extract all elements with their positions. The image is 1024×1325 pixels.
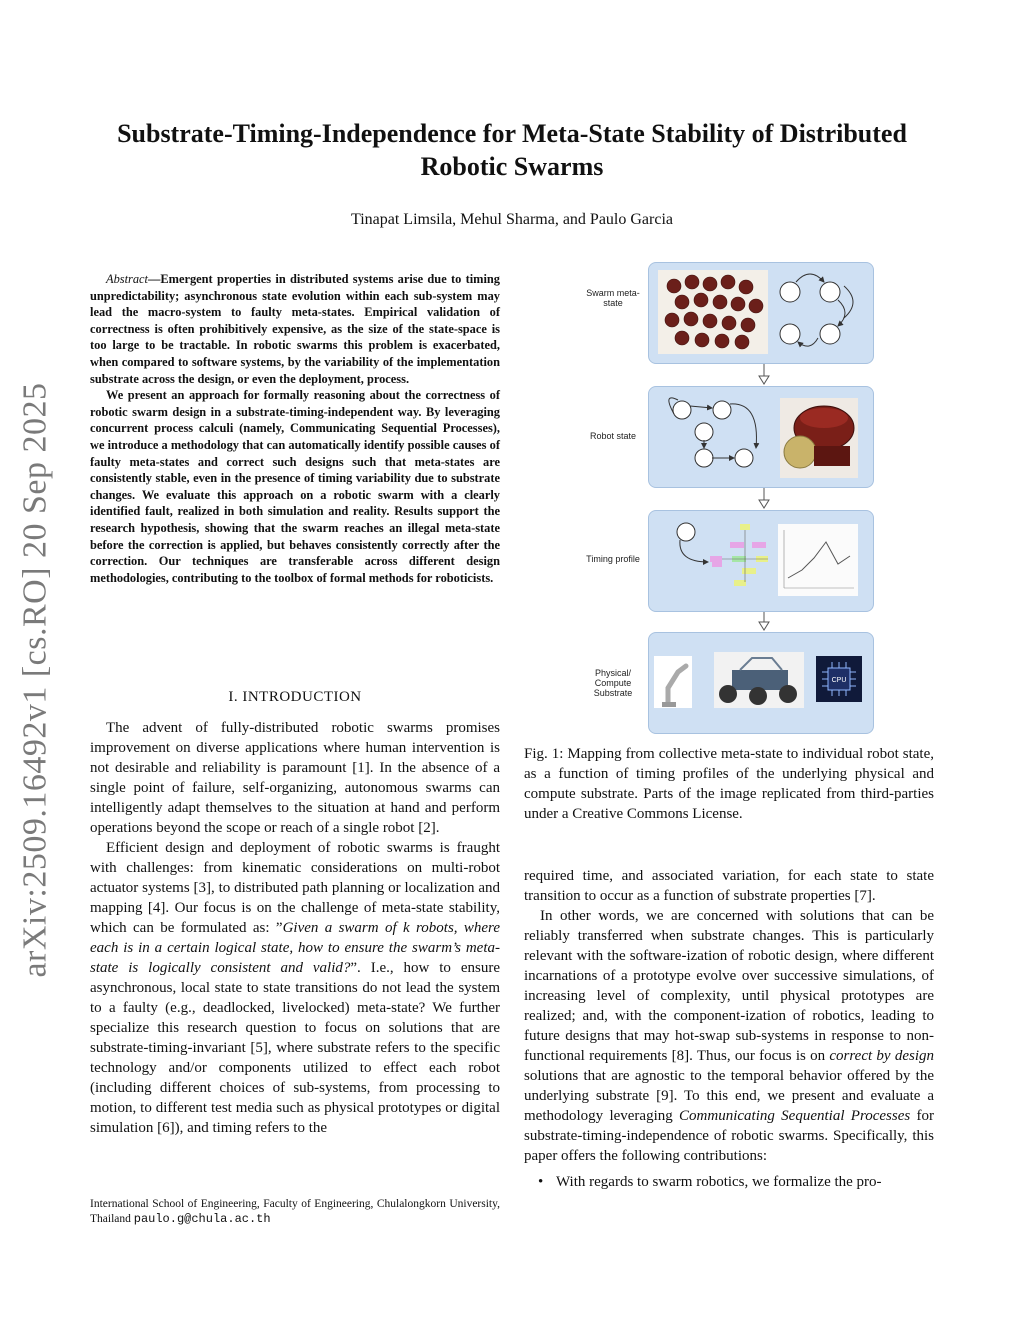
title-line-2: Robotic Swarms <box>420 152 604 181</box>
intro-para-2 <box>90 838 500 1138</box>
abstract-para-2: We present an approach for formally reasoning about the correctness of robotic swarm design in a substrate-timing-independent way. By leveraging concurrent process calculi (namely, Communicating Sequential Processes), we introduce a methodology that can automatically identify possible causes of faulty meta-states and correct such designs such that meta-states are consistently stable, even in the presence of timing variability due to substrate changes. We evaluate this approach on a robotic swarm with a clearly identified fault, realized in both simulation and reality. Results support the research hypothesis, showing that the swarm reaches an illegal meta-state before the correction is applied, but behaves consistently correctly after the correction. Our techniques are transferable across different design methodologies, contributing to the toolbox of formal methods for roboticists. <box>90 388 500 585</box>
arxiv-id-text: arXiv:2509.16492v1 [cs.RO] 20 Sep 2025 <box>17 382 54 978</box>
paper-title <box>80 117 944 183</box>
figure-graphics <box>582 262 874 736</box>
right-para-1: required time, and associated variation, for each state to state transition to occur as a function of substrate properties [7]. <box>524 868 934 904</box>
author-email: paulo.g@chula.ac.th <box>133 1212 271 1226</box>
section-heading-introduction: I. INTRODUCTION <box>228 689 362 705</box>
arxiv-side-stamp <box>6 370 66 990</box>
intro-para-2-b: ”. I.e., how to ensure asynchronous, local state to state transitions do not lead the system to a faulty (e.g., deadlocked, livelocked) meta-state? We further specialize this research question to focus on solutions that are substrate-timing-invariant [5], where substrate refers to the specific technology and/or components utilized to effect each robot (including different choices of sub-systems, from processing to motion, to different test media such as physical prototypes or digital simulation [6]), and timing refers to the <box>90 960 500 1136</box>
meta-state-diagram <box>780 274 853 346</box>
down-arrow-1 <box>759 364 769 384</box>
contribution-bullet-1 <box>524 1172 934 1192</box>
timing-flowchart <box>710 524 768 586</box>
bullet-marker: • <box>538 1174 544 1190</box>
right-column-body <box>524 866 934 1192</box>
research-question-quote: Given a swarm of k robots, where each is in a certain logical state, how to ensure the swarm’s meta-state is logically consistent and valid? <box>90 920 500 976</box>
figure-1-caption: Fig. 1: Mapping from collective meta-state to individual robot state, as a function of timing profiles of the underlying physical and compute substrate. Parts of the image replicated from third-parties under a Creative Commons License. <box>524 746 934 822</box>
robot-arm-image <box>654 656 692 708</box>
label-swarm-meta-state: Swarm meta-state <box>586 288 640 308</box>
label-timing-profile: Timing profile <box>586 554 640 564</box>
abstract-text-1: Emergent properties in distributed systems arise due to timing unpredictability; asynchronous state evolution within each sub-system may lead the macro-system to faulty meta-states. Empirical validation of correctness is often prohibitively expensive, as the size of the state-space is too large to be tractable. In robotic swarms this problem is exacerbated, when compared to software systems, by the variability of the implementation substrate across the design, or even the deployment, process. <box>90 272 500 386</box>
right-para-2 <box>524 906 934 1166</box>
label-robot-state: Robot state <box>589 431 637 441</box>
emphasis-correct-by-design: correct by design <box>829 1048 934 1064</box>
abstract <box>90 271 500 586</box>
intro-para-2-a: Efficient design and deployment of robotic swarms is fraught with challenges: from kinematic considerations on multi-robot actuator systems [3], to distributed path planning or localization and mapping [4]. Our focus is on the challenge of meta-state stability, which can be formulated as: ” <box>90 840 500 936</box>
label-substrate: Physical/ Compute Substrate <box>593 668 633 698</box>
affiliation-footnote <box>90 1197 500 1227</box>
title-line-1: Substrate-Timing-Independence for Meta-State Stability of Distributed <box>117 119 907 148</box>
down-arrow-2 <box>759 488 769 508</box>
right-para-2-c: for substrate-timing-independence of robotic swarms. Specifically, this paper offers the following contributions: <box>524 1108 934 1164</box>
cpu-chip-icon <box>816 656 862 702</box>
figure-1 <box>582 262 874 736</box>
cpu-chip-text: CPU <box>831 677 847 684</box>
intro-para-1: The advent of fully-distributed robotic swarms promises improvement on diverse applications where human intervention is not desirable and reliability is paramount [1]. In the absence of a single point of failure, self-organizing, autonomous swarms can intelligently adapt themselves to the situation at hand and perform operations beyond the scope or reach of a single robot [2]. <box>90 720 500 836</box>
timing-line-chart <box>778 524 858 596</box>
author-list: Tinapat Limsila, Mehul Sharma, and Paulo Garcia <box>350 211 673 228</box>
right-para-2-a: In other words, we are concerned with solutions that can be reliably transferred when substrate changes. This is particularly relevant with the software-ization of robotic design, where different incarnations of a prototype evolve over successive simulations, of increasing level of complexity, until physical prototypes are realized; and, with the component-ization of robotics, leading to future designs that may hot-swap sub-systems in response to non-functional requirements [8]. Thus, our focus is on <box>524 908 934 1064</box>
abstract-para-1: Abstract—Emergent properties in distributed systems arise due to timing unpredictability; asynchronous state evolution within each sub-system may lead the macro-system to faulty meta-states. Empirical validation of correctness is often prohibitively expensive, as the size of the state-space is too large to be tractable. In robotic swarms this problem is exacerbated, when compared to software systems, by the variability of the implementation substrate across the design, or even the deployment, process. <box>90 272 500 386</box>
right-para-2-b: solutions that are agnostic to the temporal behavior offered by the underlying substrate [9]. To this end, we present and evaluate a methodology leveraging <box>524 1068 934 1124</box>
rover-image <box>714 652 804 708</box>
emphasis-csp: Communicating Sequential Processes <box>679 1108 911 1124</box>
abstract-label: Abstract <box>106 272 148 286</box>
contribution-bullet-text: With regards to swarm robotics, we formalize the pro- <box>556 1174 882 1190</box>
down-arrow-3 <box>759 612 769 630</box>
introduction-body <box>90 718 500 1138</box>
robot-photo <box>780 398 858 478</box>
timing-state-circle <box>677 523 708 562</box>
affiliation-text: International School of Engineering, Faculty of Engineering, Chulalongkorn University, Thailand <box>90 1198 500 1225</box>
swarm-photo <box>658 270 768 354</box>
robot-state-diagram <box>669 398 757 467</box>
